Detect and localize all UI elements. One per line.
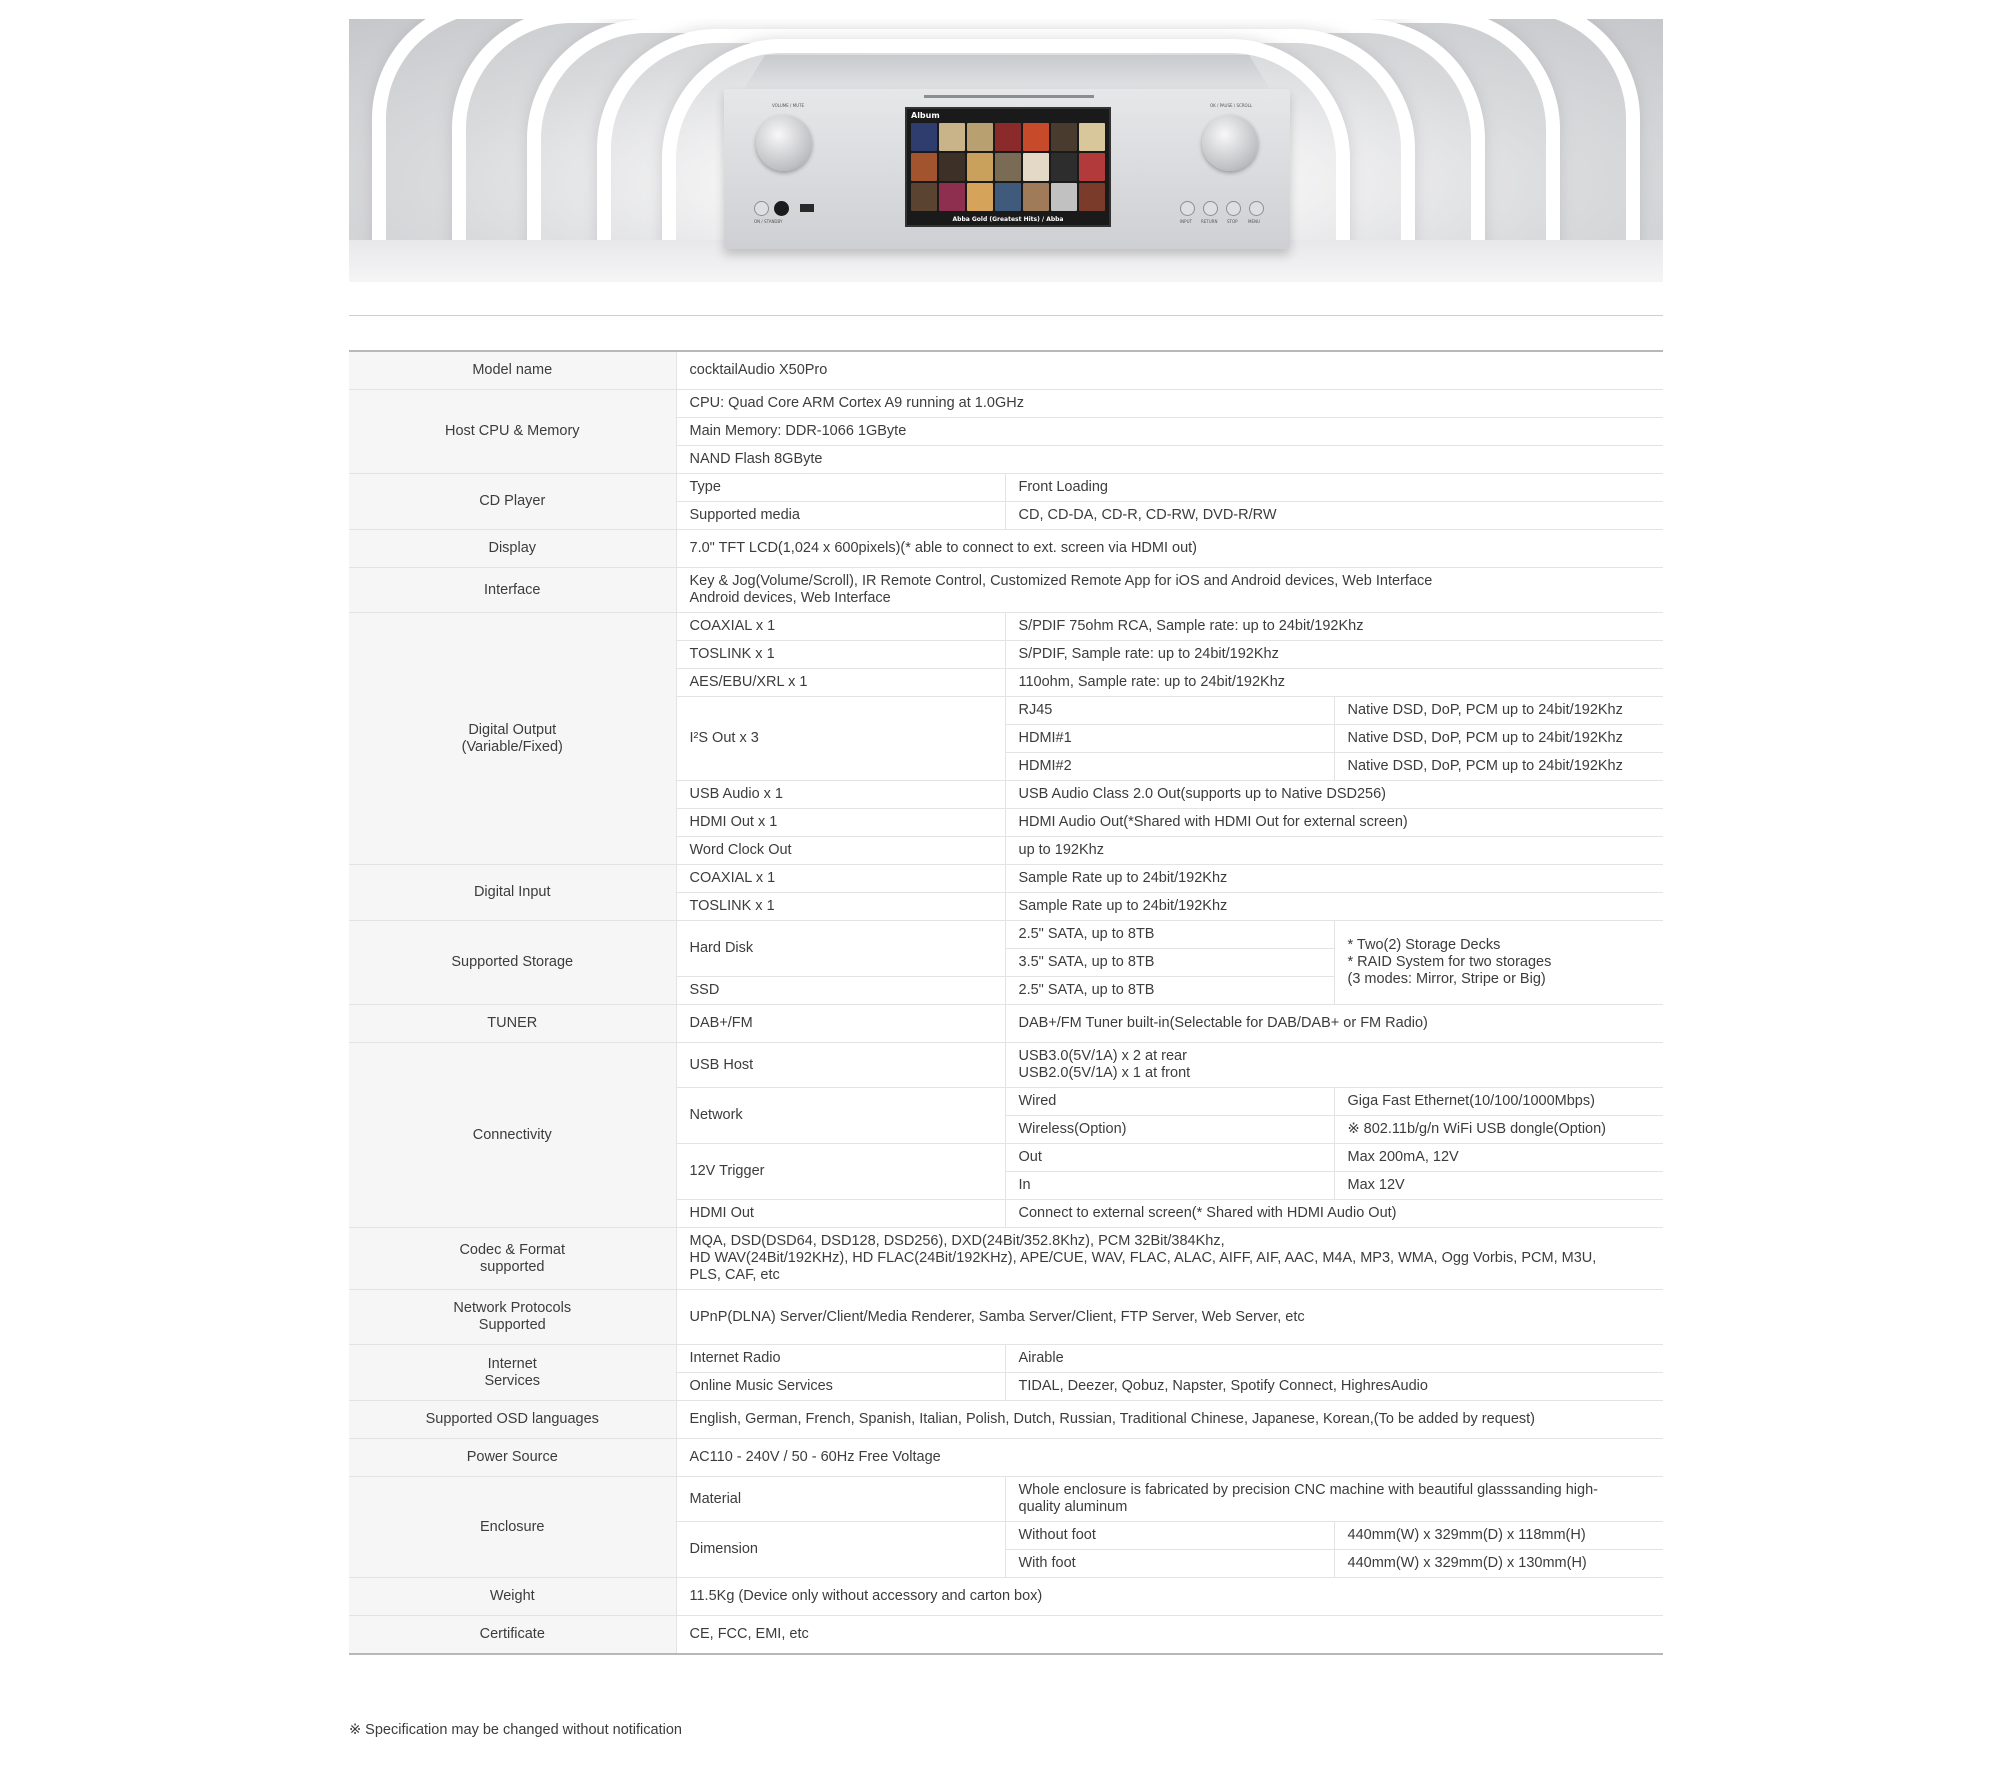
stop-label: STOP <box>1227 219 1238 224</box>
row-value: USB3.0(5V/1A) x 2 at rear USB2.0(5V/1A) x 1 at front <box>1005 1043 1663 1088</box>
row-value: Native DSD, DoP, PCM up to 24bit/192Khz <box>1334 725 1663 753</box>
row-key: AES/EBU/XRL x 1 <box>676 669 1005 697</box>
device-top-panel <box>744 55 1270 89</box>
album-cover <box>1051 123 1077 151</box>
table-row <box>349 1043 1663 1088</box>
album-cover <box>911 183 937 211</box>
row-value: UPnP(DLNA) Server/Client/Media Renderer, Samba Server/Client, FTP Server, Web Server, etc <box>676 1290 1663 1345</box>
row-value: MQA, DSD(DSD64, DSD128, DSD256), DXD(24Bit/352.8Khz), PCM 32Bit/384Khz, HD WAV(24Bit/192KHz), HD FLAC(24Bit/192KHz), APE/CUE, WAV, FLAC, ALAC, AIFF, AIF, AAC, M4A, MP3, WMA, Ogg Vorbis, PCM, M3U, PLS, CAF, etc <box>676 1228 1663 1290</box>
row-subkey: Wireless(Option) <box>1005 1116 1334 1144</box>
album-cover <box>995 123 1021 151</box>
stop-button-icon <box>1226 201 1241 216</box>
row-value: 11.5Kg (Device only without accessory and carton box) <box>676 1578 1663 1616</box>
divider <box>349 315 1663 316</box>
row-value: 7.0" TFT LCD(1,024 x 600pixels)(* able to connect to ext. screen via HDMI out) <box>676 530 1663 568</box>
row-label: Interface <box>349 568 676 613</box>
row-label: Power Source <box>349 1439 676 1477</box>
menu-button-icon <box>1249 201 1264 216</box>
album-cover <box>939 183 965 211</box>
screen-title: Album <box>911 111 940 120</box>
ok-knob-label: OK / PAUSE / SCROLL <box>1210 103 1253 108</box>
row-subkey: HDMI#1 <box>1005 725 1334 753</box>
row-subkey: With foot <box>1005 1550 1334 1578</box>
album-cover <box>911 153 937 181</box>
row-subkey: Without foot <box>1005 1522 1334 1550</box>
scroll-knob <box>1202 115 1258 171</box>
volume-knob-label: VOLUME / MUTE <box>772 103 804 108</box>
row-key: SSD <box>676 977 1005 1005</box>
album-cover <box>967 123 993 151</box>
table-row <box>349 613 1663 641</box>
album-grid <box>911 123 1105 211</box>
input-button-icon <box>1180 201 1195 216</box>
row-label: Internet Services <box>349 1345 676 1401</box>
row-subkey: Wired <box>1005 1088 1334 1116</box>
table-row <box>349 390 1663 418</box>
row-key: COAXIAL x 1 <box>676 613 1005 641</box>
volume-knob <box>756 115 812 171</box>
table-row <box>349 865 1663 893</box>
row-value: S/PDIF, Sample rate: up to 24bit/192Khz <box>1005 641 1663 669</box>
row-value: HDMI Audio Out(*Shared with HDMI Out for external screen) <box>1005 809 1663 837</box>
row-key: Network <box>676 1088 1005 1144</box>
usb-port-icon <box>800 204 814 212</box>
row-value: Whole enclosure is fabricated by precision CNC machine with beautiful glasssanding high- quality aluminum <box>1005 1477 1663 1522</box>
spec-table <box>349 350 1663 1655</box>
row-value: CPU: Quad Core ARM Cortex A9 running at 1.0GHz <box>676 390 1663 418</box>
row-label: Network Protocols Supported <box>349 1290 676 1345</box>
row-value: Native DSD, DoP, PCM up to 24bit/192Khz <box>1334 753 1663 781</box>
row-value: CE, FCC, EMI, etc <box>676 1616 1663 1655</box>
row-value: 440mm(W) x 329mm(D) x 118mm(H) <box>1334 1522 1663 1550</box>
row-key: I²S Out x 3 <box>676 697 1005 781</box>
album-cover <box>995 153 1021 181</box>
row-value: USB Audio Class 2.0 Out(supports up to Native DSD256) <box>1005 781 1663 809</box>
row-key: USB Audio x 1 <box>676 781 1005 809</box>
table-row <box>349 1228 1663 1290</box>
table-row <box>349 1401 1663 1439</box>
row-key: Supported media <box>676 502 1005 530</box>
row-value: S/PDIF 75ohm RCA, Sample rate: up to 24bit/192Khz <box>1005 613 1663 641</box>
row-value: 440mm(W) x 329mm(D) x 130mm(H) <box>1334 1550 1663 1578</box>
row-value: Main Memory: DDR-1066 1GByte <box>676 418 1663 446</box>
row-value: ※ 802.11b/g/n WiFi USB dongle(Option) <box>1334 1116 1663 1144</box>
album-cover <box>911 123 937 151</box>
album-cover <box>967 153 993 181</box>
return-label: RETURN <box>1201 219 1218 224</box>
row-key: Internet Radio <box>676 1345 1005 1373</box>
input-label: INPUT <box>1180 219 1192 224</box>
row-value: Key & Jog(Volume/Scroll), IR Remote Control, Customized Remote App for iOS and Android devices, Web Interface Android devices, Web Interface <box>676 568 1663 613</box>
table-row <box>349 351 1663 390</box>
menu-label: MENU <box>1248 219 1260 224</box>
row-key: DAB+/FM <box>676 1005 1005 1043</box>
row-key: TOSLINK x 1 <box>676 641 1005 669</box>
album-cover <box>1051 153 1077 181</box>
row-value: Giga Fast Ethernet(10/100/1000Mbps) <box>1334 1088 1663 1116</box>
row-label: Digital Output (Variable/Fixed) <box>349 613 676 865</box>
row-value: Sample Rate up to 24bit/192Khz <box>1005 865 1663 893</box>
album-cover <box>1079 123 1105 151</box>
row-value: up to 192Khz <box>1005 837 1663 865</box>
row-value: 110ohm, Sample rate: up to 24bit/192Khz <box>1005 669 1663 697</box>
row-value: Connect to external screen(* Shared with HDMI Audio Out) <box>1005 1200 1663 1228</box>
row-label: Display <box>349 530 676 568</box>
return-button-icon <box>1203 201 1218 216</box>
album-cover <box>1079 153 1105 181</box>
row-value: DAB+/FM Tuner built-in(Selectable for DAB/DAB+ or FM Radio) <box>1005 1005 1663 1043</box>
row-subkey: In <box>1005 1172 1334 1200</box>
row-label: Supported Storage <box>349 921 676 1005</box>
row-key: COAXIAL x 1 <box>676 865 1005 893</box>
row-value: English, German, French, Spanish, Italian, Polish, Dutch, Russian, Traditional Chinese, Japanese, Korean,(To be added by request) <box>676 1401 1663 1439</box>
table-row <box>349 1578 1663 1616</box>
album-cover <box>995 183 1021 211</box>
row-key: Word Clock Out <box>676 837 1005 865</box>
album-cover <box>1023 183 1049 211</box>
storage-note: * Two(2) Storage Decks * RAID System for two storages (3 modes: Mirror, Stripe or Big) <box>1334 921 1663 1005</box>
table-row <box>349 921 1663 949</box>
row-key: TOSLINK x 1 <box>676 893 1005 921</box>
table-row <box>349 1345 1663 1373</box>
row-key: HDMI Out x 1 <box>676 809 1005 837</box>
row-value: TIDAL, Deezer, Qobuz, Napster, Spotify Connect, HighresAudio <box>1005 1373 1663 1401</box>
table-row <box>349 1439 1663 1477</box>
table-row <box>349 1290 1663 1345</box>
album-cover <box>1023 123 1049 151</box>
footnote: ※ Specification may be changed without notification <box>349 1722 682 1738</box>
cd-slot <box>924 95 1094 98</box>
row-value: AC110 - 240V / 50 - 60Hz Free Voltage <box>676 1439 1663 1477</box>
row-key: Type <box>676 474 1005 502</box>
row-label: Connectivity <box>349 1043 676 1228</box>
table-row <box>349 1616 1663 1655</box>
row-label: Enclosure <box>349 1477 676 1578</box>
album-cover <box>1023 153 1049 181</box>
album-cover <box>1079 183 1105 211</box>
table-row <box>349 1477 1663 1522</box>
row-label: Codec & Format supported <box>349 1228 676 1290</box>
row-value: Max 200mA, 12V <box>1334 1144 1663 1172</box>
album-cover <box>1051 183 1077 211</box>
row-value: Max 12V <box>1334 1172 1663 1200</box>
row-key: HDMI Out <box>676 1200 1005 1228</box>
device-screen <box>905 107 1111 227</box>
row-subkey: Out <box>1005 1144 1334 1172</box>
row-value: cocktailAudio X50Pro <box>676 351 1663 390</box>
row-value: Front Loading <box>1005 474 1663 502</box>
row-key: USB Host <box>676 1043 1005 1088</box>
row-subkey: HDMI#2 <box>1005 753 1334 781</box>
table-row <box>349 1005 1663 1043</box>
product-hero-image <box>349 19 1663 282</box>
row-label: Model name <box>349 351 676 390</box>
power-label: ON / STANDBY <box>754 219 783 224</box>
album-cover <box>967 183 993 211</box>
row-label: Supported OSD languages <box>349 1401 676 1439</box>
row-label: Weight <box>349 1578 676 1616</box>
row-key: Hard Disk <box>676 921 1005 977</box>
headphone-jack-icon <box>774 201 789 216</box>
row-value: Sample Rate up to 24bit/192Khz <box>1005 893 1663 921</box>
row-key: Online Music Services <box>676 1373 1005 1401</box>
row-label: Certificate <box>349 1616 676 1655</box>
row-key: 12V Trigger <box>676 1144 1005 1200</box>
row-label: CD Player <box>349 474 676 530</box>
row-value: 2.5" SATA, up to 8TB <box>1005 977 1334 1005</box>
row-value: CD, CD-DA, CD-R, CD-RW, DVD-R/RW <box>1005 502 1663 530</box>
album-cover <box>939 123 965 151</box>
row-label: TUNER <box>349 1005 676 1043</box>
row-key: Dimension <box>676 1522 1005 1578</box>
power-button-icon <box>754 201 769 216</box>
screen-caption: Abba Gold (Greatest Hits) / Abba <box>952 216 1064 223</box>
table-row <box>349 568 1663 613</box>
device-photo <box>724 55 1290 249</box>
row-value: NAND Flash 8GByte <box>676 446 1663 474</box>
row-label: Digital Input <box>349 865 676 921</box>
table-row <box>349 530 1663 568</box>
row-value: 3.5" SATA, up to 8TB <box>1005 949 1334 977</box>
row-value: Airable <box>1005 1345 1663 1373</box>
album-cover <box>939 153 965 181</box>
device-front-panel <box>724 89 1290 249</box>
row-value: Native DSD, DoP, PCM up to 24bit/192Khz <box>1334 697 1663 725</box>
row-value: 2.5" SATA, up to 8TB <box>1005 921 1334 949</box>
row-subkey: RJ45 <box>1005 697 1334 725</box>
table-row <box>349 474 1663 502</box>
row-label: Host CPU & Memory <box>349 390 676 474</box>
row-key: Material <box>676 1477 1005 1522</box>
